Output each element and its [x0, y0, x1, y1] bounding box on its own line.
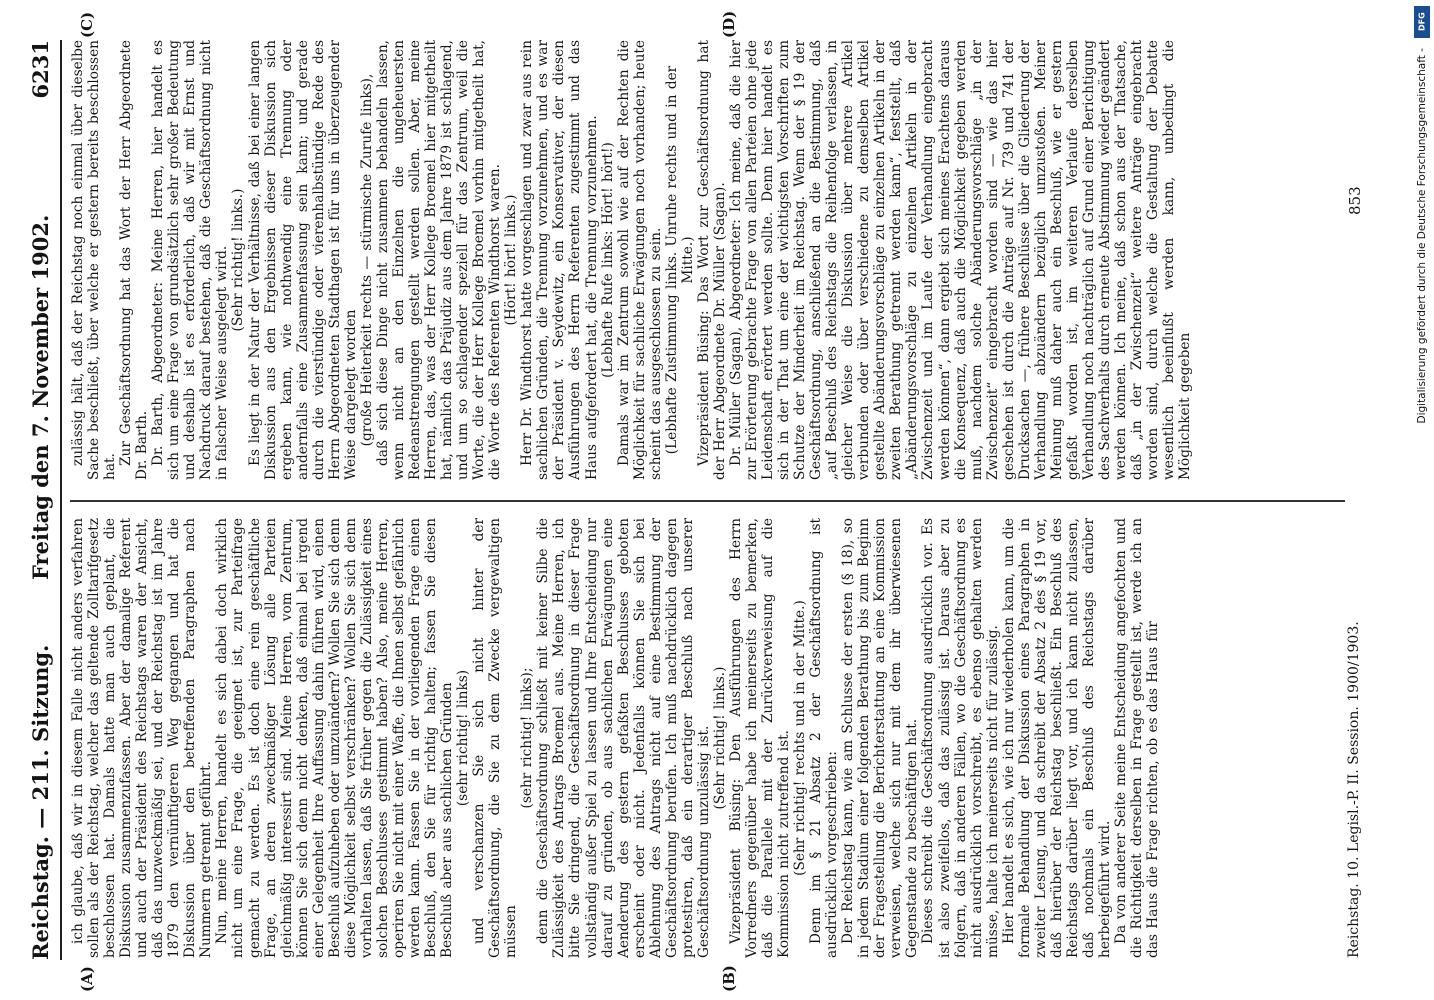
margin-mark-c: (C) — [78, 11, 96, 38]
speech-paragraph: Dr. Barth, Abgeordneter: Meine Herren, hier handelt es sich um eine Frage von grundsätzlich sehr großer Bedeutung und deshalb ist es erforderlich, daß wir mit Ernst und Nachdruck darauf bestehen, daß die Geschäftsordnung nicht in falscher Weise ausgelegt wird. — [150, 40, 231, 480]
page-number: 853 — [1346, 186, 1364, 215]
speech-paragraph: Dr. Müller (Sagan), Abgeordneter: Ich meine, daß die hier zur Erörterung gebrachte Frage von allen Parteien ohne jede Leidenschaft erörtert werden sollte. Denn hier handelt es sich in der That um eine der wichtigsten Vorschriften zum Schutze der Minderheit im Reichstag. Wenn der § 19 der Geschäftsordnung, anschließend an die Bestimmung, daß „auf Beschluß des Reichstags die Reihenfolge verlassen, in gleicher Weise die Diskussion über mehrere Artikel verbunden oder über verschiedene zu demselben Artikel gestellte Abänderungsvorschläge zu einzelnen Artikeln in der zweiten Berathung getrennt werden kann“, feststellt, daß „Abänderungsvorschläge zu einzelnen Artikeln in der Zwischenzeit und im Laufe der Verhandlung eingebracht werden können“, dann ergiebt sich meines Erachtens daraus die Konsequenz, daß auch die Möglichkeit gegeben werden muß, nachdem solche Abänderungsvorschläge „in der Zwischenzeit“ eingebracht worden sind — wie das hier geschehen ist durch die Anträge auf Nr. 739 und 741 der Drucksachen —, frühere Beschlüsse über die Gliederung der Verhandlung abzuändern bezüglich umzustoßen. Meiner Meinung muß daher auch ein Beschluß, wie er gestern gefaßt worden ist, im weiteren Verlaufe derselben Verhandlung noch nachträglich auf Grund einer Berichtigung des Sachverhalts durch erneute Abstimmung wieder geändert werden können. Ich meine, daß schon aus der Thatsache, daß „in der Zwischenzeit“ weitere Anträge eingebracht worden sind, durch welche die Gestaltung der Debatte wesentlich beeinflußt werden kann, unbedingt die Möglichkeit gegeben — [727, 40, 1194, 480]
margin-mark-a: (A) — [78, 966, 96, 992]
speech-paragraph: daß sich diese Dinge nicht zusammen behandeln lassen, wenn nicht an den Einzelnen die ungeheuersten Redeanstrengungen gestellt werden sollen. Aber, meine Herren, das, was der Herr Kollege Broemel hier mitgetheilt hat, nämlich das Präjudiz aus dem Jahre 1879 ist schlagend, und um so schlagender speziell für das Zentrum, weil die Worte, die der Herr Kollege Broemel vorhin mitgetheilt hat, die Worte des Referenten Windthorst waren. — [374, 40, 504, 480]
margin-mark-b: (B) — [720, 965, 738, 992]
right-text-column — [70, 40, 1340, 480]
speech-paragraph: Es liegt in der Natur der Verhältnisse, daß bei einer langen Diskussion aus den Ergebnissen dieser Diskussion sich ergeben kann, wie nothwendig eine Trennung oder andernfalls eine Zusammenfassung sein kann; und gerade durch die vierstündige oder vierenhalbstündige Rede des Herrn Abgeordneten Stadthagen ist für uns in überzeugender Weise dargelegt worden — [246, 40, 359, 480]
speech-paragraph: Vizepräsident Büsing: Den Ausführungen des Herrn Vorredners gegenüber habe ich meinerseits zu bemerken, daß die Parallele mit der Zurückverweisung auf die Kommission nicht zutreffend ist. — [727, 518, 793, 958]
column-separator — [70, 500, 1345, 502]
speech-paragraph: denn die Geschäftsordnung schließt mit keiner Silbe die Zulässigkeit des Antrags Broemel aus. Meine Herren, ich bitte Sie dringend, die Geschäftsordnung in dieser Frage vollständig außer Spiel zu lassen und Ihre Entscheidung nur darauf zu gründen, ob aus sachlichen Erwägungen eine Aenderung des gestern gefaßten Beschlusses geboten erscheint oder nicht. Jedenfalls können Sie sich bei Ablehnung des Antrags nicht auf eine Bestimmung der Geschäftsordnung berufen. Ich muß nachdrücklich dagegen protestiren, daß ein derartiger Beschluß nach unserer Geschäftsordnung unzulässig ist. — [535, 518, 712, 958]
speech-paragraph: Nun, meine Herren, handelt es sich dabei doch wirklich nicht um eine Frage, die geeignet ist, zur Parteifrage gemacht zu werden. Es ist doch eine rein geschäftliche Frage, an deren zweckmäßiger Lösung alle Parteien gleichmäßig interessirt sind. Meine Herren, vom Zentrum, können Sie sich denn nicht denken, daß einmal bei irgend einer Gelegenheit Ihre Auffassung dahin führen wird, einen Beschluß aufzuheben oder umzuändern? Wollen Sie sich denn diese Möglichkeit selbst verschränken? Wollen Sie sich denn vorhalten lassen, daß Sie früher gegen die Zulässigkeit eines solchen Beschlusses gestimmt haben? Also, meine Herren, operiren Sie nicht mit einer Waffe, die Ihnen selbst gefährlich werden kann. Fassen Sie in der vorliegenden Frage einen Beschluß, den Sie für richtig halten; fassen Sie diesen Beschluß aber aus sachlichen Gründen — [214, 518, 456, 958]
speech-paragraph: ich glaube, daß wir in diesem Falle nicht anders verfahren sollen als der Reichstag, welcher das geltende Zolltarifgesetz beschlossen hat. Damals hatte man auch geplant, die Diskussion zusammenzufassen. Aber der damalige Referent und auch der Präsident des Reichstags waren der Ansicht, daß das unzweckmäßig sei, und der Reichstag ist im Jahre 1879 den vernünftigeren Weg gegangen und hat die Diskussion über den betreffenden Paragraphen nach Nummern getrennt geführt. — [70, 518, 215, 958]
speech-paragraph: Der Reichstag kann, wie am Schlusse der ersten (§ 18), so in jedem Stadium einer folgenden Berathung bis zum Beginn der Fragestellung die Berichterstattung an eine Kommission verweisen, welche sich nur mit dem ihr überwiesenen Gegenstande zu beschäftigen hat. — [840, 518, 921, 958]
interjection-paragraph: (Lebhafte Zustimmung links. Unruhe rechts und in der Mitte.) — [663, 65, 696, 455]
interjection-paragraph: (Hört! hört! links.) — [503, 194, 520, 326]
page-header — [22, 40, 58, 960]
interjection-paragraph: (große Heiterkeit rechts — stürmische Zurufe links), — [358, 73, 375, 447]
left-text-column — [70, 518, 1340, 958]
speech-paragraph: zulässig hält, daß der Reichstag noch einmal über dieselbe Sache beschließt, über welche er gestern bereits beschlossen hat. — [70, 40, 119, 480]
speech-paragraph: Da von anderer Seite meine Entscheidung angefochten und die Richtigkeit derselben in Frage gestellt ist, werde ich an das Haus die Frage richten, ob es das Haus für — [1113, 518, 1162, 958]
header-date: Freitag den 7. November 1902. — [28, 214, 53, 580]
margin-mark-d: (D) — [720, 10, 738, 38]
header-column-number: 6231 — [28, 40, 53, 99]
speech-paragraph: Dieses schreibt die Geschäftsordnung ausdrücklich vor. Es ist also zweifellos, daß das zulässig ist. Daraus aber zu folgern, daß in anderen Fällen, wo die Geschäftsordnung es nicht ausdrücklich vorschreibt, es ebenso gehalten werden müsse, halte ich meinerseits nicht für zulässig. — [920, 518, 1001, 958]
dfg-sidebar — [1402, 0, 1434, 1000]
speech-paragraph: Herr Dr. Windthorst hatte vorgeschlagen und zwar aus rein sachlichen Gründen, die Trennung vorzunehmen, und es war der Präsident v. Seydewitz, ein Konservativer, der diesen Ausführungen des Herrn Referenten zugestimmt und das Haus aufgefordert hat, die Trennung vorzunehmen. — [519, 40, 600, 480]
page-footer: Reichstag. 10. Legisl.-P. II. Session. 1900/1903. — [1346, 621, 1362, 958]
interjection-paragraph: (Sehr richtig! links.) — [230, 188, 247, 332]
dfg-logo: DFG — [1414, 6, 1430, 38]
interjection-paragraph: (Lebhafte Rufe links: Hört! hört!) — [599, 142, 616, 378]
interjection-paragraph: (Sehr richtig! links.) — [711, 666, 728, 810]
header-session-title: Reichstag. — 211. Sitzung. — [28, 644, 53, 960]
interjection-paragraph: (Sehr richtig! rechts und in der Mitte.) — [792, 600, 809, 876]
interjection-paragraph: (sehr richtig! links) — [455, 669, 472, 807]
speech-paragraph: Damals war im Zentrum sowohl wie auf der Rechten die Möglichkeit für sachliche Erwägungen noch vorhanden; heute scheint das ausgeschlossen zu sein. — [615, 40, 664, 480]
header-rule — [60, 40, 62, 960]
speech-paragraph: Zur Geschäftsordnung hat das Wort der Herr Abgeordnete Dr. Barth. — [118, 40, 151, 480]
speech-paragraph: und verschanzen Sie sich nicht hinter der Geschäftsordnung, die Sie zu dem Zwecke vergewaltigen müssen — [471, 518, 520, 958]
dfg-funding-note: Digitalisierung gefördert durch die Deutsche Forschungsgemeinschaft - — [1416, 48, 1428, 424]
speech-paragraph: Denn im § 21 Absatz 2 der Geschäftsordnung ist ausdrücklich vorgeschrieben: — [808, 518, 841, 958]
interjection-paragraph: (sehr richtig! links); — [519, 667, 536, 809]
speech-paragraph: Vizepräsident Büsing: Das Wort zur Geschäftsordnung hat der Herr Abgeordnete Dr. Müller (Sagan). — [695, 40, 728, 480]
speech-paragraph: Hier handelt es sich, wie ich nur wiederholen kann, um die formale Behandlung der Diskussion eines Paragraphen in zweiter Lesung, und da schreibt der Absatz 2 des § 19 vor, daß hierüber der Reichstag beschließt. Ein Beschluß des Reichstags darüber liegt vor, und ich kann nicht zulassen, daß nochmals ein Beschluß des Reichstags darüber herbeigeführt wird. — [1000, 518, 1113, 958]
